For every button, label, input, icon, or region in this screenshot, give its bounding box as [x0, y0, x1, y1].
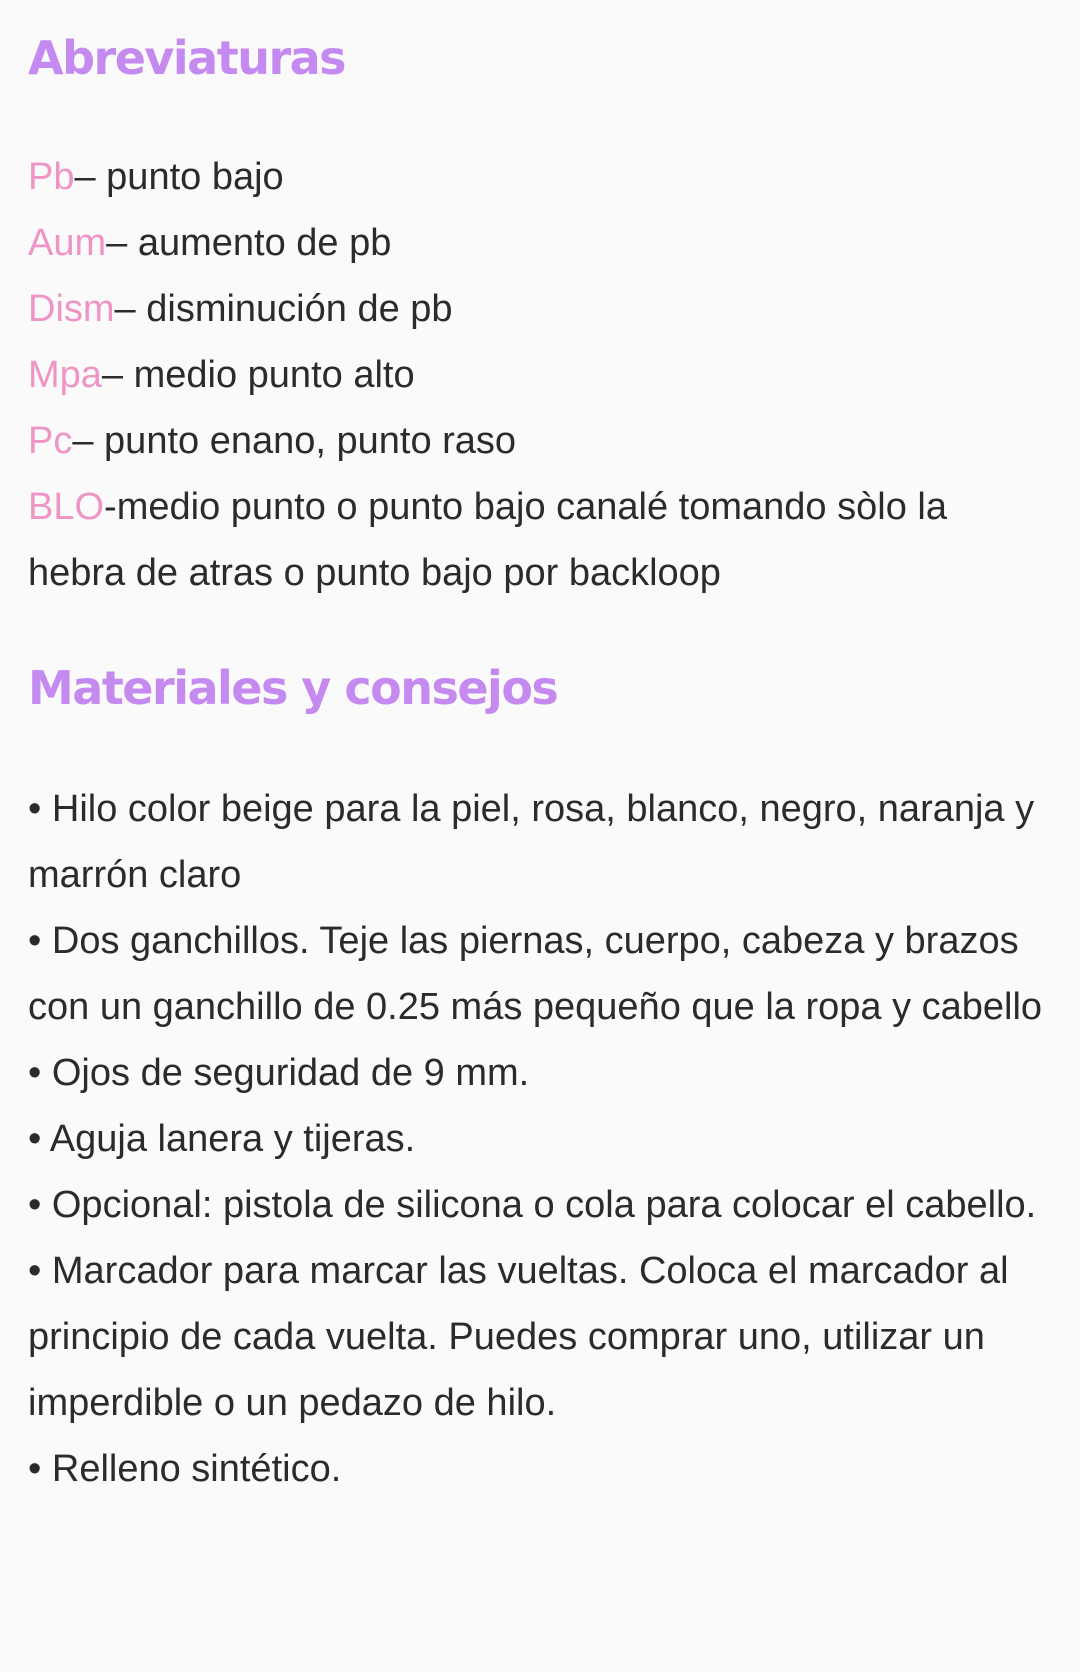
material-text: Marcador para marcar las vueltas. Coloca el marcador al principio de cada vuelta. Puedes comprar uno, utilizar un imperdible o un pedazo de hilo.	[28, 1250, 1009, 1424]
bullet-icon: •	[28, 1250, 42, 1292]
abbreviation-key: Aum	[28, 222, 107, 264]
materials-heading: Materiales y consejos	[28, 661, 558, 715]
material-item	[28, 1436, 1052, 1502]
abbreviation-item	[28, 144, 1052, 210]
abbreviation-item	[28, 408, 1052, 474]
material-text: Ojos de seguridad de 9 mm.	[51, 1052, 530, 1094]
bullet-icon: •	[28, 1118, 42, 1160]
abbreviation-meaning: – punto bajo	[74, 156, 284, 198]
abbreviation-key: Pc	[28, 420, 73, 462]
abbreviation-meaning: – medio punto alto	[101, 354, 415, 396]
material-text: Opcional: pistola de silicona o cola para colocar el cabello.	[51, 1184, 1037, 1226]
material-text: Relleno sintético.	[51, 1448, 342, 1490]
bullet-icon: •	[28, 1052, 42, 1094]
material-item	[28, 1238, 1052, 1436]
bullet-icon: •	[28, 1184, 42, 1226]
material-item	[28, 1172, 1052, 1238]
abbreviation-meaning: – punto enano, punto raso	[72, 420, 517, 462]
abbreviation-item	[28, 276, 1052, 342]
material-text: Aguja lanera y tijeras.	[49, 1118, 416, 1160]
bullet-icon: •	[28, 920, 42, 962]
abbreviations-heading: Abreviaturas	[28, 31, 346, 85]
abbreviation-key: Dism	[28, 288, 115, 330]
material-item	[28, 776, 1052, 908]
materials-section	[28, 652, 1052, 1502]
abbreviation-item	[28, 474, 1052, 606]
material-item	[28, 1040, 1052, 1106]
abbreviation-item	[28, 342, 1052, 408]
abbreviations-list	[28, 144, 1052, 606]
material-item	[28, 1106, 1052, 1172]
abbreviations-section	[28, 22, 1052, 606]
abbreviation-key: Mpa	[28, 354, 102, 396]
materials-list	[28, 776, 1052, 1502]
abbreviation-item	[28, 210, 1052, 276]
abbreviation-meaning: – disminución de pb	[114, 288, 453, 330]
bullet-icon: •	[28, 1448, 42, 1490]
abbreviation-meaning: -medio punto o punto bajo canalé tomando sòlo la hebra de atras o punto bajo por backloop	[28, 486, 947, 594]
material-text: Hilo color beige para la piel, rosa, blanco, negro, naranja y marrón claro	[28, 788, 1035, 896]
bullet-icon: •	[28, 788, 42, 830]
abbreviation-meaning: – aumento de pb	[106, 222, 392, 264]
abbreviation-key: BLO	[28, 486, 105, 528]
material-item	[28, 908, 1052, 1040]
material-text: Dos ganchillos. Teje las piernas, cuerpo, cabeza y brazos con un ganchillo de 0.25 más pequeño que la ropa y cabello	[28, 920, 1043, 1028]
abbreviation-key: Pb	[28, 156, 75, 198]
